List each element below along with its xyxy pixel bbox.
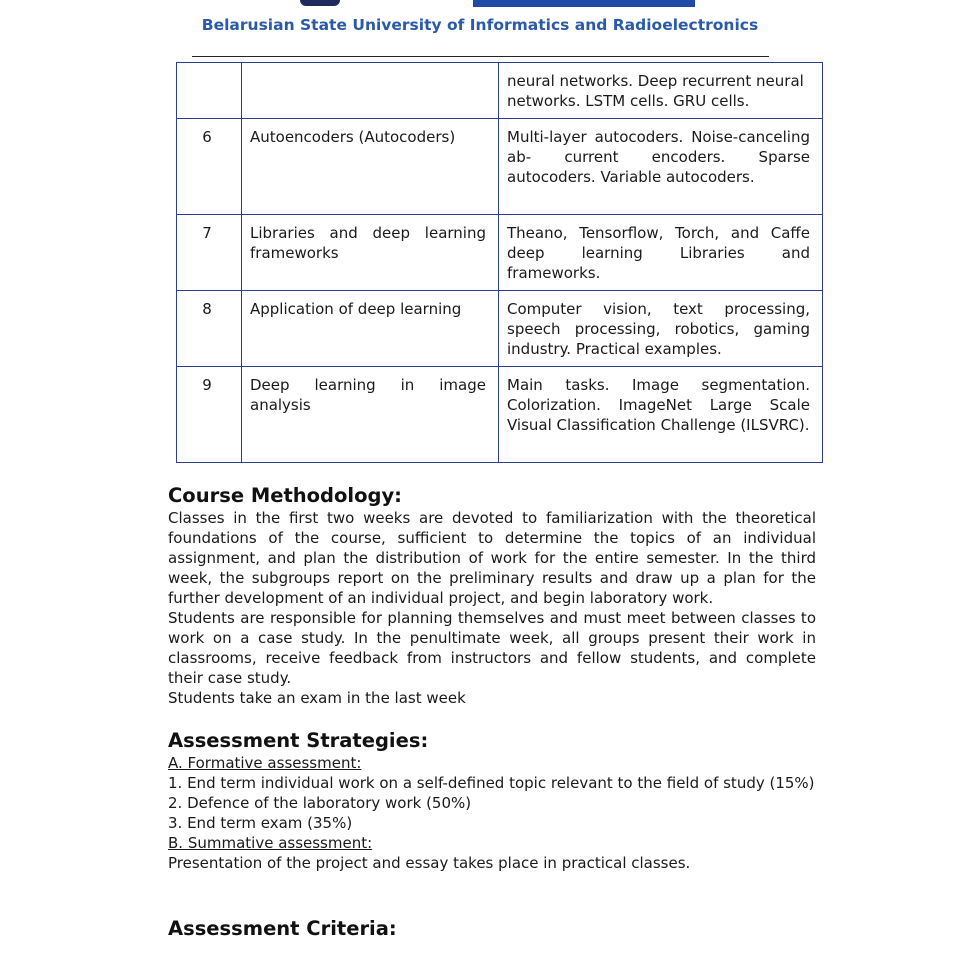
methodology-paragraph: Students take an exam in the last week [168,689,466,707]
row-topic: Libraries and deep learning frameworks [242,215,499,291]
row-content: Main tasks. Image segmentation. Colorization. ImageNet Large Scale Visual Classification Challenge (ILSVRC). [499,367,823,463]
table-row [177,367,823,463]
row-number: 8 [177,291,242,367]
row-number: 7 [177,215,242,291]
section-heading: Course Methodology: [168,484,402,507]
eu-flag-banner [473,0,695,7]
university-logo [300,0,340,6]
formative-assessment-title: A. Formative assessment: [168,754,362,772]
row-topic: Application of deep learning [242,291,499,367]
row-content: Theano, Tensorflow, Torch, and Caffe deep learning Libraries and frameworks. [499,215,823,291]
row-topic [242,63,499,119]
row-content: Multi-layer autocoders. Noise-canceling ab- current encoders. Sparse autocoders. Variable autocoders. [499,119,823,215]
section-heading: Assessment Criteria: [168,917,397,940]
table-row [177,119,823,215]
assessment-criteria-section [168,917,816,941]
row-topic: Autoencoders (Autocoders) [242,119,499,215]
methodology-paragraph: Students are responsible for planning themselves and must meet between classes to work on a case study. In the penultimate week, all groups present their work in classrooms, receive feedback from instructors and fellow students, and complete their case study. [168,609,816,687]
row-number: 6 [177,119,242,215]
university-name: Belarusian State University of Informatics and Radioelectronics [201,16,759,34]
row-number: 9 [177,367,242,463]
summative-assessment-text: Presentation of the project and essay takes place in practical classes. [168,854,691,872]
table-row [177,63,823,119]
course-methodology-section [168,484,816,708]
row-content: Computer vision, text processing, speech processing, robotics, gaming industry. Practical examples. [499,291,823,367]
section-heading: Assessment Strategies: [168,729,429,752]
row-content: neural networks. Deep recurrent neural networks. LSTM cells. GRU cells. [499,63,823,119]
assessment-strategies-section [168,729,816,873]
header-divider [192,56,769,57]
row-number [177,63,242,119]
table-row [177,291,823,367]
summative-assessment-title: B. Summative assessment: [168,834,373,852]
syllabus-table [176,62,823,463]
assessment-item: 1. End term individual work on a self-defined topic relevant to the field of study (15%) [168,774,815,792]
methodology-paragraph: Classes in the first two weeks are devoted to familiarization with the theoretical foundations of the course, sufficient to determine the topics of an individual assignment, and plan the distribution of work for the entire semester. In the third week, the subgroups report on the preliminary results and draw up a plan for the further development of an individual project, and begin laboratory work. [168,509,816,607]
table-row [177,215,823,291]
assessment-item: 3. End term exam (35%) [168,814,353,832]
assessment-item: 2. Defence of the laboratory work (50%) [168,794,472,812]
row-topic: Deep learning in image analysis [242,367,499,463]
